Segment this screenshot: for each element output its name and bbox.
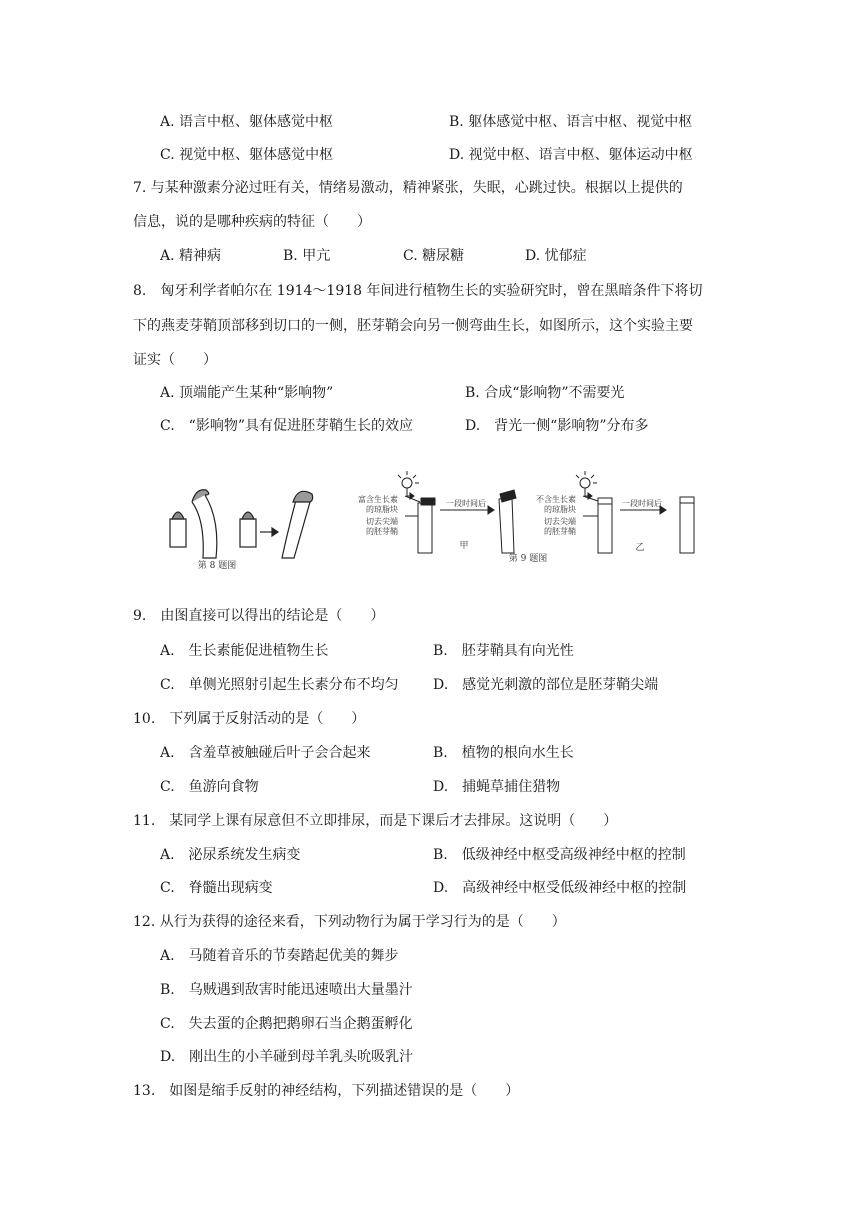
figure-9-jia-drawing <box>398 471 516 553</box>
q11-option-c: C. 脊髓出现病变 <box>160 880 273 896</box>
figure-8-caption: 第 8 题图 <box>197 561 237 571</box>
fig9-yi-arrow-text: 一段时间后 <box>622 499 662 508</box>
fig9-jia-label3: 切去尖端 <box>366 517 398 526</box>
figure-9-caption: 第 9 题图 <box>508 554 548 564</box>
figure-8-drawing <box>170 490 313 558</box>
q8-option-a: A. 顶端能产生某种“影响物” <box>160 385 334 401</box>
q12-option-b: B. 乌贼遇到敌害时能迅速喷出大量墨汁 <box>160 982 413 998</box>
q8-stem-line1: 8. 匈牙利学者帕尔在 1914～1918 年间进行植物生长的实验研究时，曾在黑暗条件下将切 <box>133 283 703 299</box>
q9-option-d: D. 感觉光刺激的部位是胚芽鞘尖端 <box>433 677 659 693</box>
q11-stem: 11. 某同学上课有尿意但不立即排尿，而是下课后才去排尿。这说明（ ） <box>133 813 618 829</box>
q9-option-c: C. 单侧光照射引起生长素分布不均匀 <box>160 677 399 693</box>
fig9-yi-label3: 切去尖端 <box>544 517 576 526</box>
q10-option-b: B. 植物的根向水生长 <box>433 745 574 761</box>
q6-option-c: C. 视觉中枢、躯体感觉中枢 <box>160 147 334 163</box>
figure-9-yi-drawing <box>576 471 694 553</box>
q11-option-a: A. 泌尿系统发生病变 <box>160 847 301 863</box>
experiment-figure <box>0 450 860 600</box>
fig9-yi-label1: 不含生长素 <box>536 495 576 504</box>
q8-option-d: D. 背光一侧“影响物”分布多 <box>465 418 649 434</box>
q11-option-d: D. 高级神经中枢受低级神经中枢的控制 <box>433 880 687 896</box>
q7-option-d: D. 忧郁症 <box>525 248 587 264</box>
q9-option-b: B. 胚芽鞘具有向光性 <box>433 643 574 659</box>
q7-option-a: A. 精神病 <box>160 248 222 264</box>
q10-option-a: A. 含羞草被触碰后叶子会合起来 <box>160 745 371 761</box>
fig9-yi-label4: 的胚芽鞘 <box>544 527 576 536</box>
q12-option-a: A. 马随着音乐的节奏踏起优美的舞步 <box>160 948 399 964</box>
q7-option-b: B. 甲亢 <box>283 248 331 264</box>
q11-option-b: B. 低级神经中枢受高级神经中枢的控制 <box>433 847 686 863</box>
q6-option-a: A. 语言中枢、躯体感觉中枢 <box>160 114 334 130</box>
fig9-jia-label4: 的胚芽鞘 <box>366 527 398 536</box>
q8-option-c: C. “影响物”具有促进胚芽鞘生长的效应 <box>160 418 413 434</box>
q12-stem: 12. 从行为获得的途径来看，下列动物行为属于学习行为的是（ ） <box>133 914 566 930</box>
q8-stem-line2: 下的燕麦芽鞘顶部移到切口的一侧，胚芽鞘会向另一侧弯曲生长，如图所示，这个实验主要 <box>133 318 693 334</box>
q13-stem: 13. 如图是缩手反射的神经结构，下列描述错误的是（ ） <box>133 1083 520 1099</box>
q10-stem: 10. 下列属于反射活动的是（ ） <box>133 711 366 727</box>
q6-option-d: D. 视觉中枢、语言中枢、躯体运动中枢 <box>449 147 693 163</box>
fig9-yi-label2: 的琼脂块 <box>544 505 576 514</box>
q12-option-c: C. 失去蛋的企鹅把鹅卵石当企鹅蛋孵化 <box>160 1016 413 1032</box>
q10-option-d: D. 捕蝇草捕住猎物 <box>433 779 561 795</box>
q9-option-a: A. 生长素能促进植物生长 <box>160 643 329 659</box>
fig9-jia-label2: 的琼脂块 <box>366 505 398 514</box>
q7-stem-line2: 信息，说的是哪种疾病的特征（ ） <box>133 214 371 230</box>
fig9-yi-caption: 乙 <box>635 543 645 553</box>
fig9-jia-caption: 甲 <box>459 541 469 551</box>
fig9-jia-arrow-text: 一段时间后 <box>446 499 486 508</box>
q6-option-b: B. 躯体感觉中枢、语言中枢、视觉中枢 <box>449 114 693 130</box>
q8-stem-line3: 证实（ ） <box>133 352 217 368</box>
q8-option-b: B. 合成“影响物”不需要光 <box>465 385 625 401</box>
q12-option-d: D. 刚出生的小羊碰到母羊乳头吮吸乳汁 <box>160 1049 414 1065</box>
fig9-jia-label1: 富含生长素 <box>358 495 398 504</box>
q9-stem: 9. 由图直接可以得出的结论是（ ） <box>133 608 385 624</box>
q7-stem-line1: 7. 与某种激素分泌过旺有关，情绪易激动，精神紧张，失眠，心跳过快。根据以上提供的 <box>133 180 683 196</box>
q10-option-c: C. 鱼游向食物 <box>160 779 259 795</box>
q7-option-c: C. 糖尿糖 <box>403 248 465 264</box>
